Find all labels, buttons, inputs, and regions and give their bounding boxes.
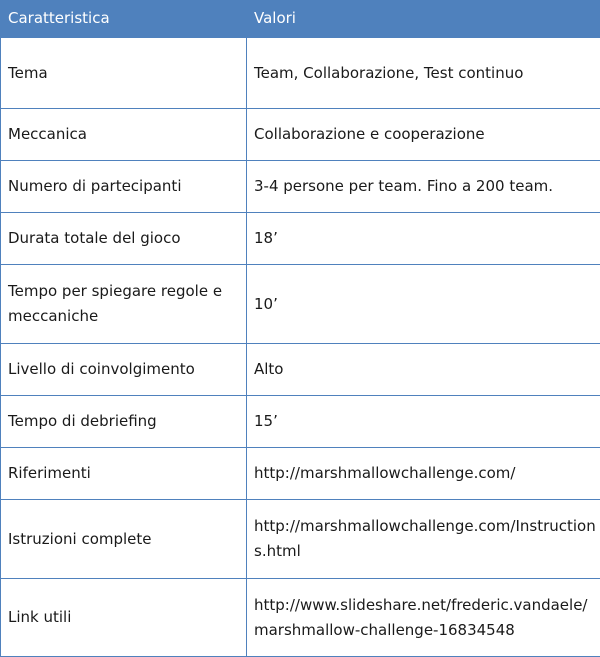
row-value: Collaborazione e cooperazione	[247, 109, 600, 161]
row-label: Tempo di debriefing	[1, 396, 247, 448]
table-row	[1, 579, 600, 657]
table-row	[1, 38, 600, 109]
row-label: Tempo per spiegare regole e meccaniche	[1, 265, 247, 344]
row-value: http://marshmallowchallenge.com/Instructions.html	[247, 500, 600, 579]
table-row	[1, 109, 600, 161]
row-label: Durata totale del gioco	[1, 213, 247, 265]
table-row	[1, 448, 600, 500]
table-row	[1, 265, 600, 344]
table-header-row	[1, 1, 600, 38]
table-row	[1, 161, 600, 213]
row-label: Numero di partecipanti	[1, 161, 247, 213]
table-row	[1, 500, 600, 579]
row-value: Team, Collaborazione, Test continuo	[247, 38, 600, 109]
row-label: Link utili	[1, 579, 247, 657]
row-value: 3-4 persone per team. Fino a 200 team.	[247, 161, 600, 213]
row-label: Riferimenti	[1, 448, 247, 500]
header-caratteristica: Caratteristica	[1, 1, 247, 38]
row-label: Livello di coinvolgimento	[1, 344, 247, 396]
row-label: Meccanica	[1, 109, 247, 161]
header-valori: Valori	[247, 1, 600, 38]
row-value: 10’	[247, 265, 600, 344]
row-value: Alto	[247, 344, 600, 396]
table-row	[1, 396, 600, 448]
row-value: 18’	[247, 213, 600, 265]
row-value: http://marshmallowchallenge.com/	[247, 448, 600, 500]
row-label: Tema	[1, 38, 247, 109]
table-row	[1, 344, 600, 396]
row-label: Istruzioni complete	[1, 500, 247, 579]
table-row	[1, 213, 600, 265]
row-value: http://www.slideshare.net/frederic.vandaele/marshmallow-challenge-16834548	[247, 579, 600, 657]
row-value: 15’	[247, 396, 600, 448]
